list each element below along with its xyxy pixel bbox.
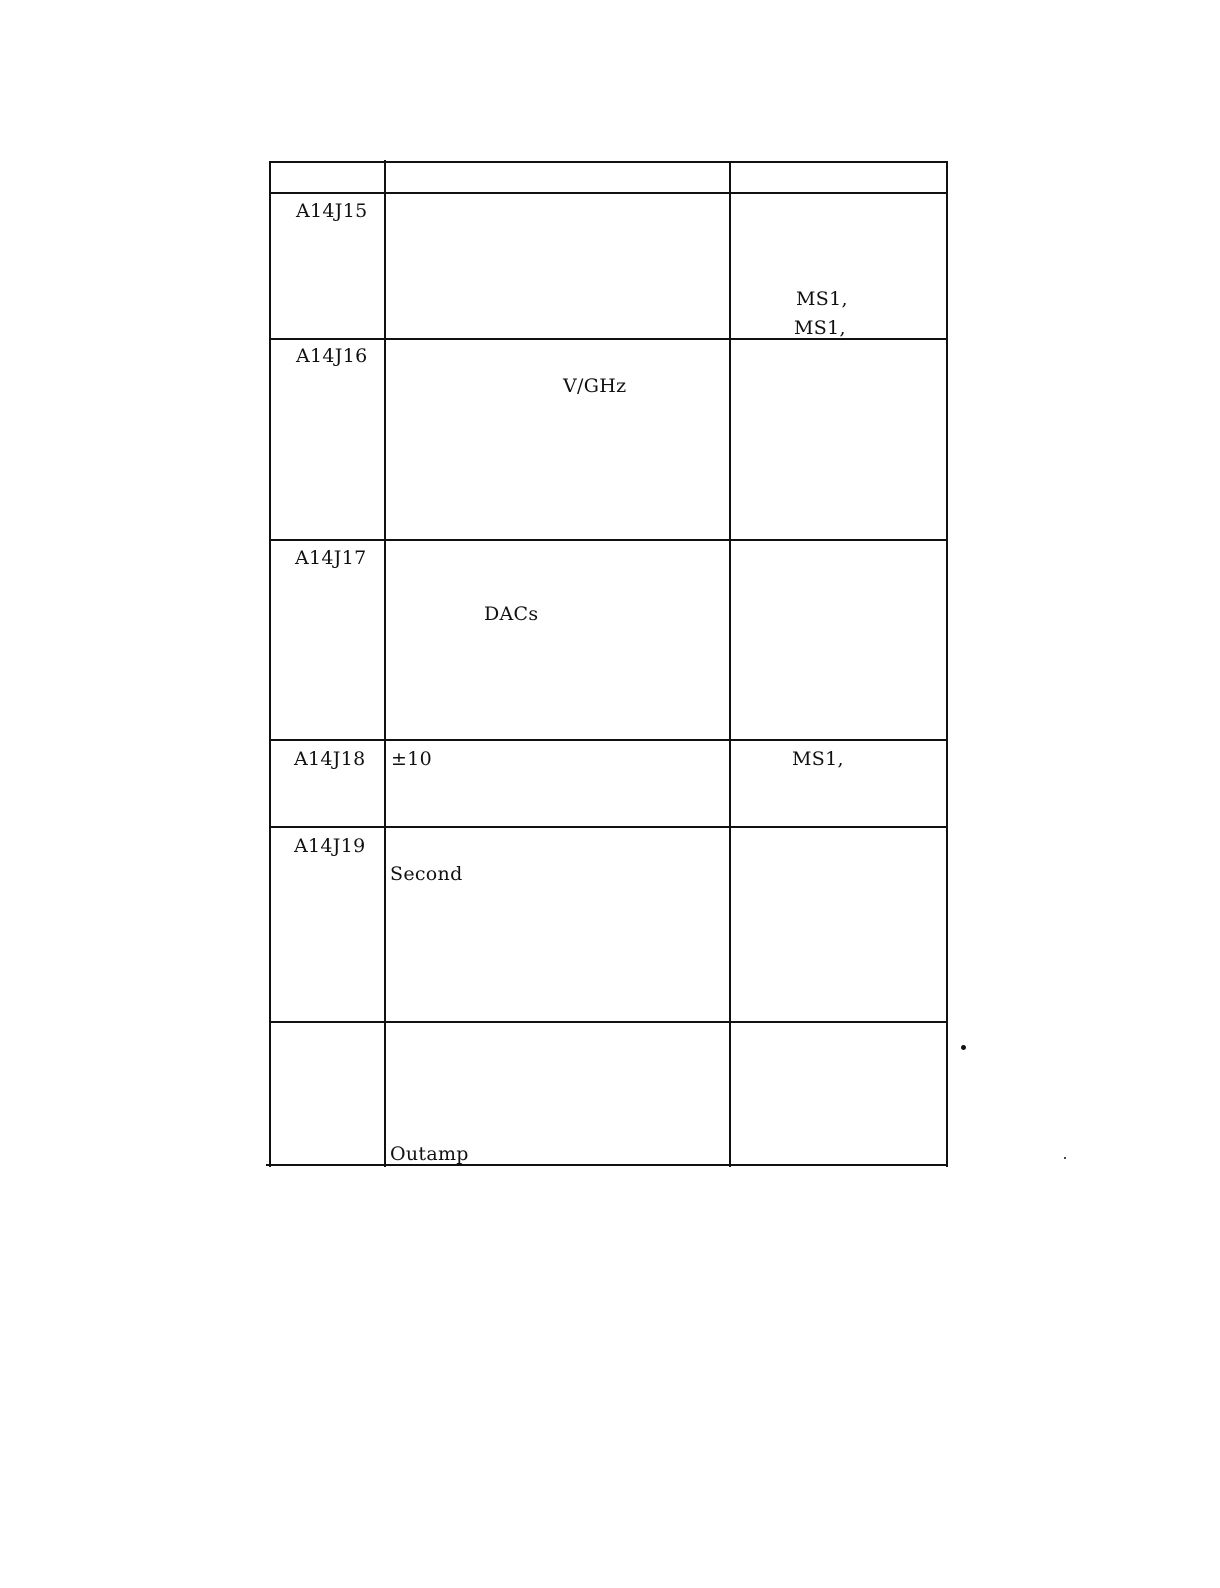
description-text: ±10 (391, 748, 432, 770)
description-text: V/GHz (563, 375, 627, 397)
row-divider (269, 338, 948, 340)
connector-label: A14J19 (294, 835, 366, 857)
location-text: MS1, (796, 288, 848, 310)
connector-label: A14J17 (295, 547, 367, 569)
description-text: DACs (484, 603, 539, 625)
stray-mark (1064, 1157, 1066, 1159)
column-divider-1 (384, 160, 386, 1167)
row-divider (269, 826, 948, 828)
header-row-bottom (269, 192, 948, 194)
table-border-left (269, 162, 271, 1167)
location-text: MS1, (792, 748, 844, 770)
connector-label: A14J16 (296, 345, 368, 367)
location-text: MS1, (794, 317, 846, 339)
row-divider (269, 539, 948, 541)
connector-label: A14J18 (294, 748, 366, 770)
description-text: Second (390, 863, 463, 885)
table-border-bottom (266, 1164, 948, 1166)
row-divider (269, 1021, 948, 1023)
stray-mark (961, 1045, 966, 1050)
column-divider-2 (729, 162, 731, 1167)
connector-label: A14J15 (296, 200, 368, 222)
table-border-top (269, 161, 948, 163)
row-divider (269, 739, 948, 741)
description-text: Outamp (390, 1143, 469, 1165)
table-border-right (946, 162, 948, 1167)
